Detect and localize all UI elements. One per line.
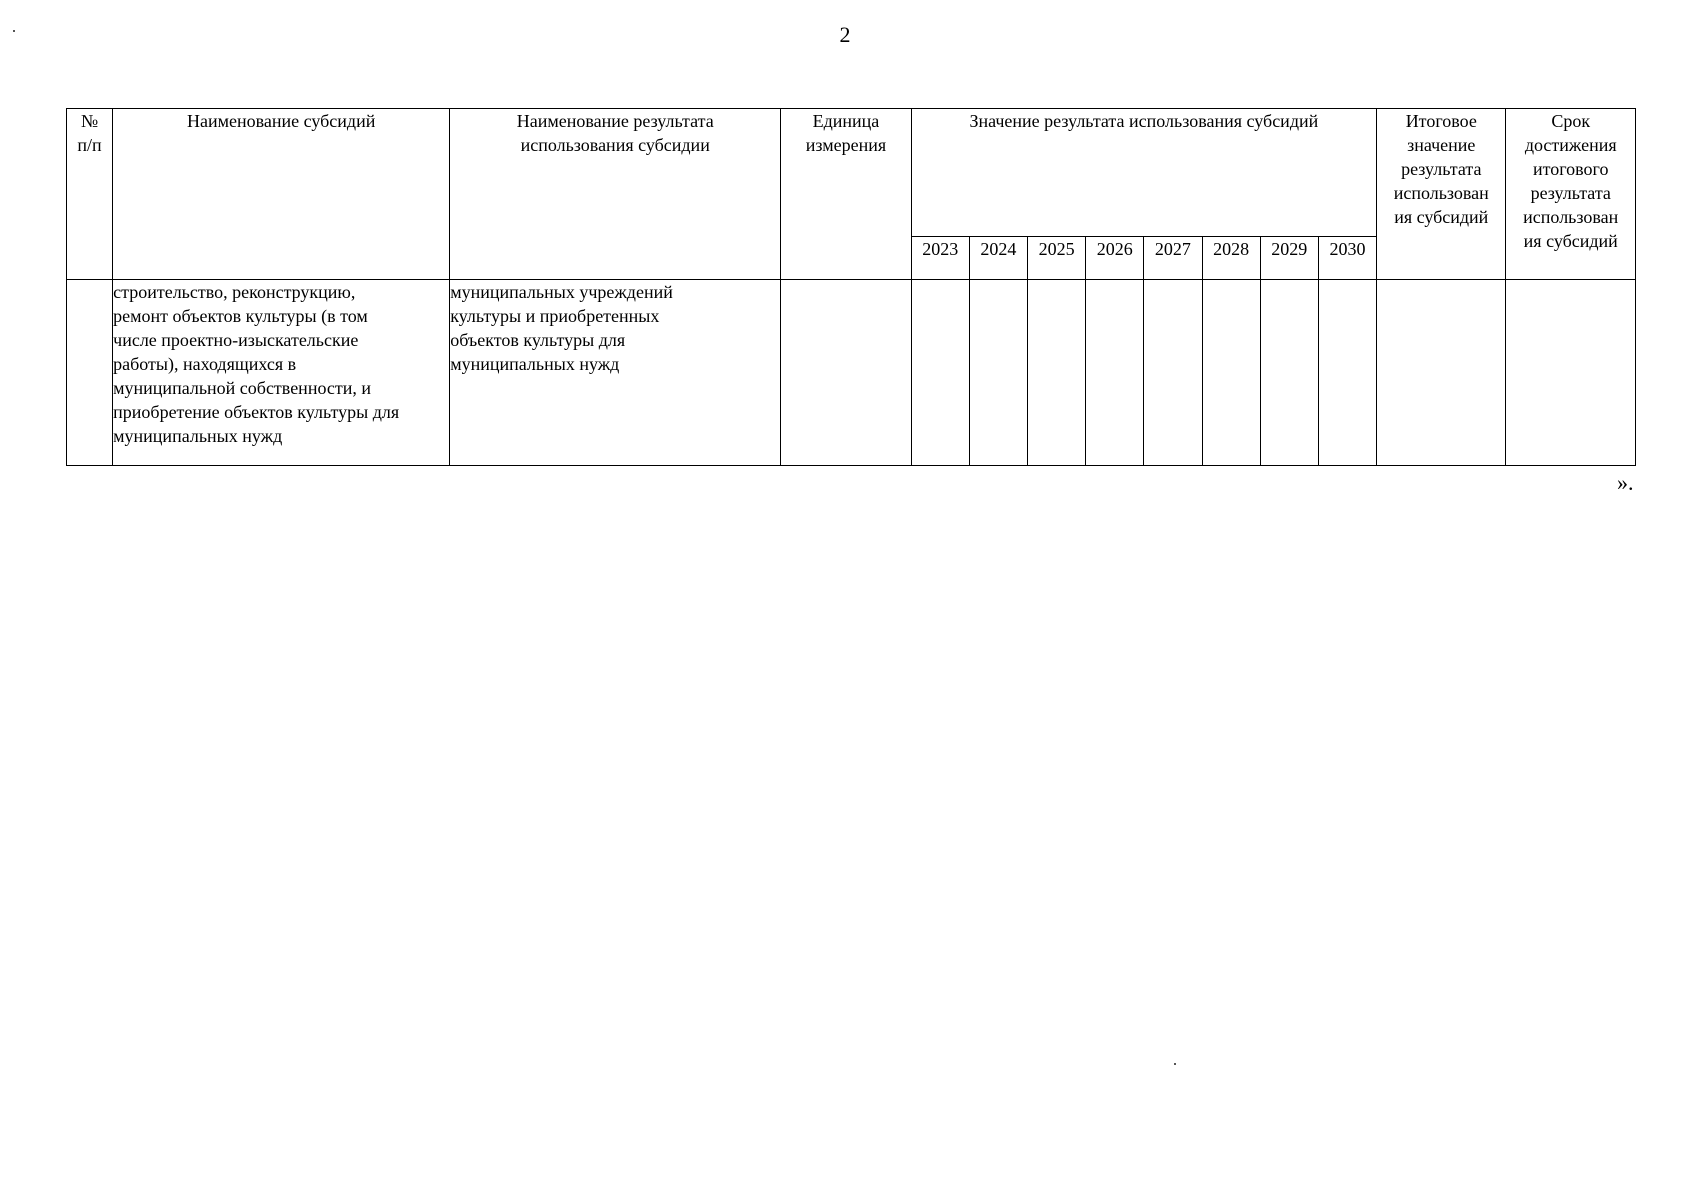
header-row-top bbox=[67, 109, 1636, 237]
header-final-line: ия субсидий bbox=[1394, 207, 1489, 227]
cell-num bbox=[67, 280, 113, 466]
header-deadline-line: ия субсидий bbox=[1523, 231, 1618, 251]
subsidy-line: работы), находящихся в bbox=[113, 354, 297, 374]
header-result-line: Наименование результата bbox=[516, 111, 714, 131]
header-deadline-line: Срок bbox=[1551, 111, 1591, 131]
header-unit bbox=[781, 109, 911, 280]
result-line: объектов культуры для bbox=[450, 330, 626, 350]
header-deadline-line: результата bbox=[1530, 183, 1611, 203]
table-row bbox=[67, 280, 1636, 466]
cell-unit bbox=[781, 280, 911, 466]
header-values-group: Значение результата использования субсидий bbox=[911, 109, 1376, 237]
subsidy-line: приобретение объектов культуры для bbox=[113, 402, 400, 422]
header-num bbox=[67, 109, 113, 280]
page-number: 2 bbox=[839, 22, 851, 47]
header-final-value bbox=[1377, 109, 1506, 280]
header-year-2023: 2023 bbox=[911, 237, 969, 280]
subsidy-line: ремонт объектов культуры (в том bbox=[113, 306, 368, 326]
header-year-2030: 2030 bbox=[1318, 237, 1376, 280]
cell-year-value bbox=[1260, 280, 1318, 466]
result-line: муниципальных учреждений bbox=[450, 282, 673, 302]
cell-year-value bbox=[1086, 280, 1144, 466]
header-deadline-line: достижения bbox=[1524, 135, 1617, 155]
header-unit-line: измерения bbox=[805, 135, 887, 155]
cell-year-value bbox=[969, 280, 1027, 466]
cell-year-value bbox=[1144, 280, 1202, 466]
header-year-2024: 2024 bbox=[969, 237, 1027, 280]
cell-deadline bbox=[1506, 280, 1636, 466]
header-year-2025: 2025 bbox=[1027, 237, 1085, 280]
subsidy-results-table bbox=[66, 108, 1636, 466]
cell-year-value bbox=[911, 280, 969, 466]
header-final-line: Итоговое bbox=[1405, 111, 1477, 131]
subsidy-line: муниципальной собственности, и bbox=[113, 378, 372, 398]
header-deadline-line: итогового bbox=[1532, 159, 1609, 179]
closing-quote-mark: ». bbox=[1617, 470, 1634, 495]
header-final-line: использован bbox=[1393, 183, 1489, 203]
cell-subsidy-name bbox=[113, 280, 450, 466]
subsidy-line: строительство, реконструкцию, bbox=[113, 282, 356, 302]
header-num-line: п/п bbox=[77, 135, 102, 155]
header-year-2026: 2026 bbox=[1086, 237, 1144, 280]
header-year-2027: 2027 bbox=[1144, 237, 1202, 280]
header-final-line: результата bbox=[1401, 159, 1482, 179]
scan-speck bbox=[13, 30, 15, 32]
header-result-line: использования субсидии bbox=[520, 135, 710, 155]
header-deadline-line: использован bbox=[1523, 207, 1619, 227]
cell-result-name bbox=[450, 280, 781, 466]
header-final-line: значение bbox=[1407, 135, 1476, 155]
cell-year-value bbox=[1202, 280, 1260, 466]
cell-final-value bbox=[1377, 280, 1506, 466]
header-subsidy-name: Наименование субсидий bbox=[113, 109, 450, 280]
scan-speck bbox=[1174, 1063, 1176, 1065]
header-result-name bbox=[450, 109, 781, 280]
cell-year-value bbox=[1318, 280, 1376, 466]
subsidy-line: числе проектно-изыскательские bbox=[113, 330, 359, 350]
header-year-2029: 2029 bbox=[1260, 237, 1318, 280]
header-year-2028: 2028 bbox=[1202, 237, 1260, 280]
subsidy-line: муниципальных нужд bbox=[113, 426, 283, 446]
cell-year-value bbox=[1027, 280, 1085, 466]
result-line: муниципальных нужд bbox=[450, 354, 620, 374]
result-line: культуры и приобретенных bbox=[450, 306, 660, 326]
header-deadline bbox=[1506, 109, 1636, 280]
header-num-line: № bbox=[80, 111, 99, 131]
header-unit-line: Единица bbox=[812, 111, 880, 131]
